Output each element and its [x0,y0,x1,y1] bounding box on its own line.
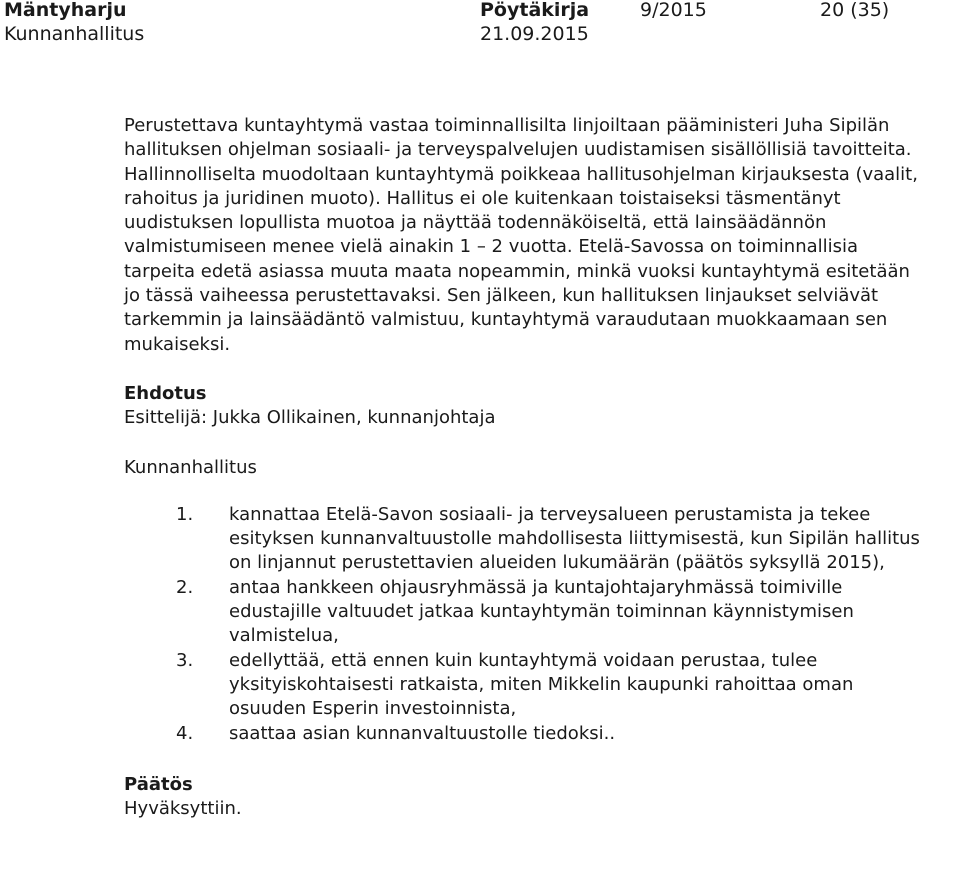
list-item-number: 4. [176,722,194,744]
list-item-number: 1. [176,503,194,525]
document-body [124,114,924,821]
list-item [124,503,924,576]
list-item-number: 3. [176,649,194,671]
background-paragraph: Perustettava kuntayhtymä vastaa toiminnallisilta linjoiltaan pääministeri Juha Sipilän hallituksen ohjelman sosiaali- ja terveyspalvelujen uudistamisen sisällöllisiä tavoitteita. Hallinnolliselta muodoltaan kuntayhtymä poikkeaa hallitusohjelman kirjauksesta (vaalit, rahoitus ja juridinen muoto). Hallitus ei ole kuitenkaan toistaiseksi täsmentänyt uudistuksen lopullista muotoa ja näyttää todennäköiseltä, että lainsäädännön valmistumiseen menee vielä ainakin 1 – 2 vuotta. Etelä-Savossa on toiminnallisia tarpeita edetä asiassa muuta maata nopeammin, minkä vuoksi kuntayhtymä esitetään jo tässä vaiheessa perustettavaksi. Sen jälkeen, kun hallituksen linjaukset selviävät tarkemmin ja lainsäädäntö valmistuu, kuntayhtymä varaudutaan muokkaamaan sen mukaiseksi. [124,115,918,355]
organization-name: Mäntyharju [4,0,127,21]
list-item-text: edellyttää, että ennen kuin kuntayhtymä voidaan perustaa, tulee yksityiskohtaisesti ratkaista, miten Mikkelin kaupunki rahoittaa oman osuuden Esperin investoinnista, [229,649,854,720]
deciding-body: Kunnanhallitus [124,456,257,478]
list-item-text: saattaa asian kunnanvaltuustolle tiedoksi.. [229,722,616,744]
page-header [0,0,960,48]
department-name: Kunnanhallitus [4,23,145,45]
presenter-line: Esittelijä: Jukka Ollikainen, kunnanjohtaja [124,407,496,429]
list-item [124,649,924,722]
meeting-date: 21.09.2015 [480,23,589,45]
list-item-text: kannattaa Etelä-Savon sosiaali- ja terveysalueen perustamista ja tekee esityksen kunnanvaltuustolle mahdollisesta liittymisestä, kun Sipilän hallitus on linjannut perustettavien alueiden lukumäärän (päätös syksyllä 2015), [229,503,920,574]
proposal-heading: Ehdotus [124,382,207,404]
document-number: 9/2015 [640,0,707,21]
list-item-text: antaa hankkeen ohjausryhmässä ja kuntajohtajaryhmässä toimiville edustajille valtuudet jatkaa kuntayhtymän toiminnan käynnistymisen valmistelua, [229,576,854,647]
decision-heading: Päätös [124,773,193,795]
decision-text: Hyväksyttiin. [124,798,242,820]
proposal-list [124,503,924,746]
page-number: 20 (35) [820,0,890,21]
list-item [124,576,924,649]
document-type: Pöytäkirja [480,0,590,21]
list-item-number: 2. [176,576,194,598]
list-item [124,722,924,746]
